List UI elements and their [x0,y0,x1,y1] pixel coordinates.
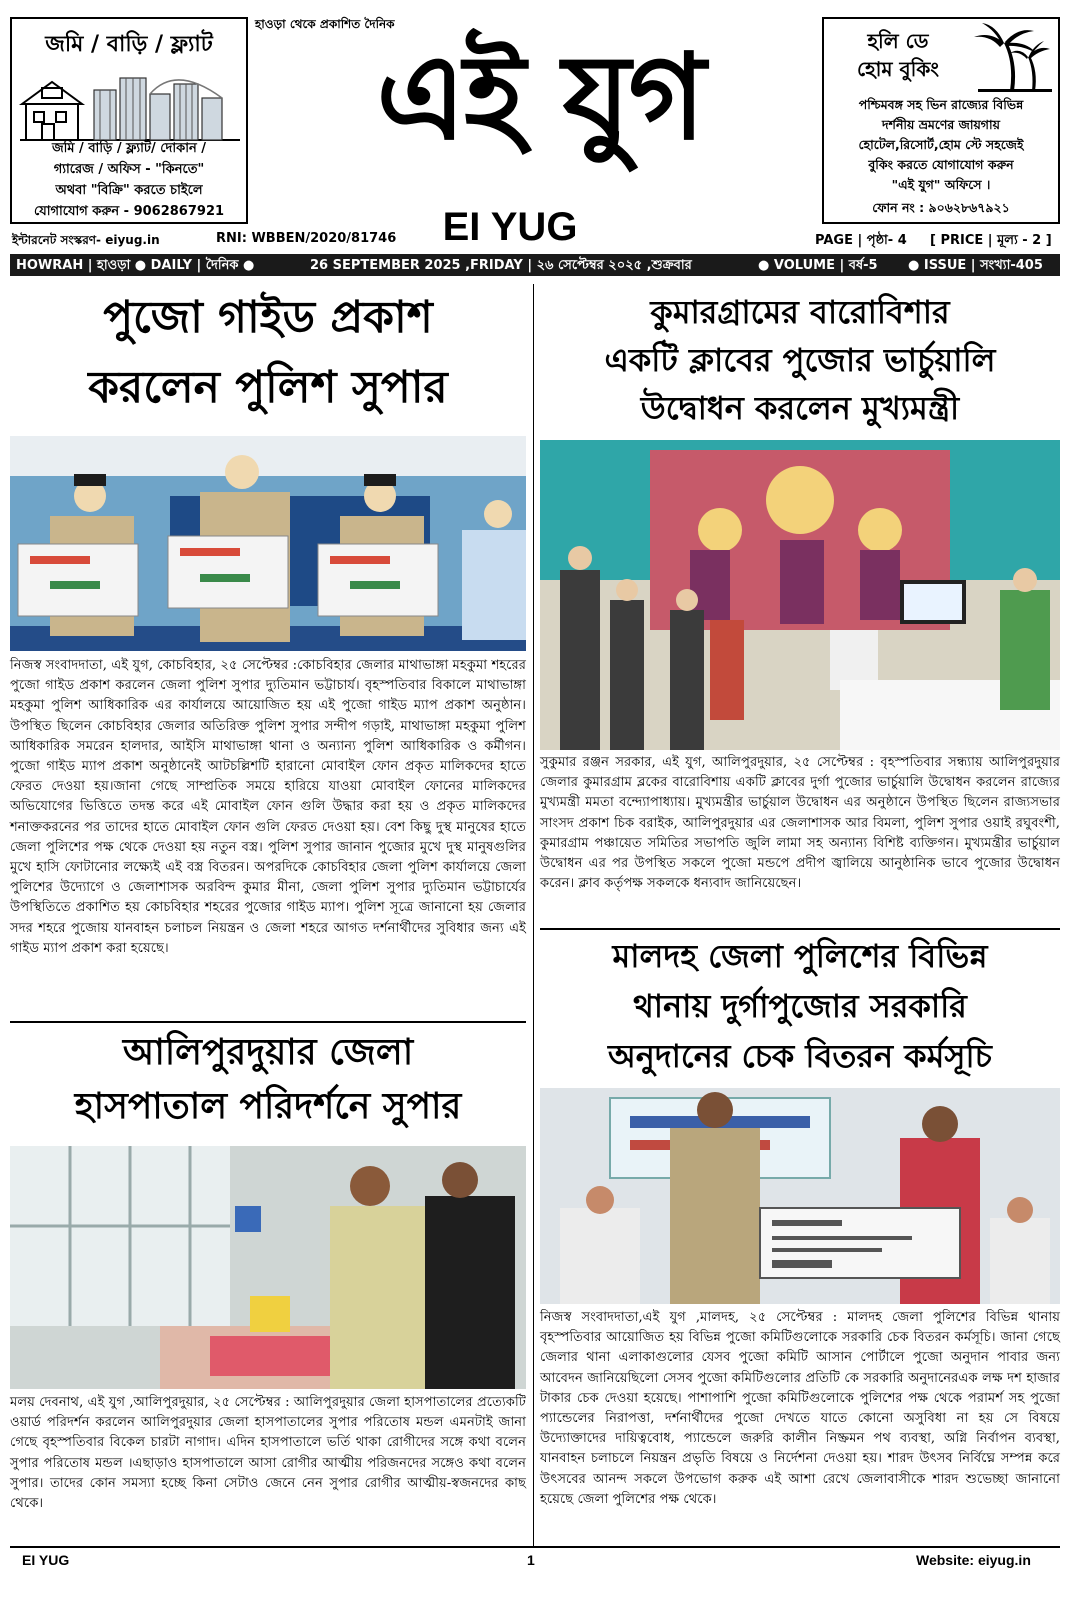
footer-brand: EI YUG [22,1552,70,1568]
story3-headline-line-1: আলিপুরদুয়ার জেলা [122,1032,414,1073]
ad-real-estate [10,17,248,224]
dateline-bar [10,254,1060,276]
ad-holiday-line-5: "এই যুগ" অফিসে । [891,177,991,192]
story2-headline-line-3: উদ্বোধন করলেন মুখ্যমন্ত্রী [640,389,960,427]
dateline-issue: ● ISSUE | সংখ্যা-405 [908,258,1043,273]
footer-page-number: 1 [527,1552,535,1568]
masthead-logo-latin: EI YUG [442,205,578,249]
story2-headline-line-2: একটি ক্লাবের পুজোর ভার্চুয়ালি [604,341,996,379]
price-label: [ PRICE | মূল্য - 2 ] [930,233,1052,248]
story1-body: নিজস্ব সংবাদদাতা, এই যুগ, কোচবিহার, ২৫ সেপ্টেম্বর :কোচবিহার জেলার মাথাভাঙ্গা মহকুমা শহরের পুজো গাইড প্রকাশ করলেন জেলা পুলিশ সুপার দ্যুতিমান ভট্টাচার্য। বৃহস্পতিবার বিকালে মাথাভাঙ্গা মহকুমা পুলিশ আধিকারিক এর কার্যালয়ে আয়োজিত হয় এই পুজো গাইড ম্যাপ প্রকাশ অনুষ্ঠান। উপস্থিত ছিলেন কোচবিহার জেলার অতিরিক্ত পুলিশ সুপার সন্দীপ গড়াই, মাথাভাঙ্গা মহকুমা পুলিশ আধিকারিক সমরেন হালদার, আইসি মাথাভাঙ্গা থানা ও অন্যান্য পুলিশ আধিকারিক ও কর্মীগন। পুজো গাইড ম্যাপ প্রকাশ অনুষ্ঠানেই আটচল্লিশটি হারানো মোবাইল ফোন প্রকৃত মালিকদের হাতে ফেরত দেওয়া হয়।জানা গেছে সাম্প্রতিক সময়ে হারিয়ে যাওয়া মোবাইল ফোনের মালিকদের অভিযোগের ভিত্তিতে তদন্ত করে এই মোবাইল ফোন গুলি উদ্ধার করা হয় ও প্রকৃত মালিকদের শনাক্তকরনের পর তাদের হাতে মোবাইল ফোন গুলি ফেরত দেওয়া হয়। বেশ কিছু দুস্থ মানুষের হাতে জেলা পুলিশের পক্ষ থেকে দেওয়া হয় নতুন বস্ত্র। পুলিশ সুপার জানান পুজোর মুখে দুস্থ মানুষগুলির মুখে হাসি ফোটানোর লক্ষ্যেই এই বস্ত্র বিতরন। অপরদিকে কোচবিহার জেলা পুলিশ কার্যালয়ে জেলা পুলিশের উদ্যোগে ও জেলাশাসক অরবিন্দ কুমার মীনা, জেলা পুলিশ সুপার দ্যুতিমান ভট্টাচার্যের উপস্থিতিতে প্রকাশিত হয় কোচবিহার শহরের পুজোর গাইড ম্যাপ। পুলিশ সূত্রে জানানো হয় জেলার সদর শহরে পুজোয় যানবাহন চলাচল নিয়ন্ত্রন ও জেলা শহরে আগত দর্শনার্থীদের সুবিধার জন্য এই গাইড ম্যাপ প্রকাশ করা হয়েছে। [10,658,526,956]
story4-headline-line-3: অনুদানের চেক বিতরন কর্মসূচি [608,1037,992,1075]
story4-body: নিজস্ব সংবাদদাতা,এই যুগ ,মালদহ, ২৫ সেপ্টেম্বর : মালদহ জেলা পুলিশের বিভিন্ন থানায় বৃহস্পতিবার আয়োজিত হয় বিভিন্ন পুজো কমিটিগুলোকে সরকারি চেক বিতরন কর্মসূচি। জানা গেছে জেলার থানা এলাকাগুলোর যেসব পুজো কমিটি আসান পোর্টালে পুজো অনুদান পাবার জন্য আবেদন জানিয়েছিলো সেসব পুজো কমিটিগুলোর প্রতিটি কে সরকারি অনুদানেরএক লক্ষ দশ হাজার টাকার চেক দেওয়া হয়েছে। পাশাপাশি পুজো কমিটিগুলোকে পুলিশের পক্ষ থেকে পরামর্শ সহ পুজো প্যান্ডেলের নিরাপত্তা, দর্শনার্থীদের পুজো দেখতে যাতে কোনো অসুবিধা না হয় সে বিষয়ে উদ্যোক্তাদের দায়িত্ববোধ, প্যান্ডেলে জরুরি কালীন নিষ্ক্রমন পথ ব্যবস্থা, অগ্নি নির্বাপন ব্যবস্থা, যানবাহন চলাচলে নিয়ন্ত্রন প্রভৃতি বিষয়ে ও নির্দেশনা দেওয়া হয়। শারদ উৎসব নির্বিঘ্নে সম্পন্ন করে উৎসবের আনন্দ সকলে উপভোগ করুক এই আশা রেখে জেলাবাসীকে শারদ শুভেচ্ছা জানানো হয়েছে জেলা পুলিশের পক্ষ থেকে। [540,1310,1060,1507]
story3-body: মলয় দেবনাথ, এই যুগ ,আলিপুরদুয়ার, ২৫ সেপ্টেম্বর : আলিপুরদুয়ার জেলা হাসপাতালের প্রত্যেকটি ওয়ার্ড পরিদর্শন করলেন আলিপুরদুয়ার জেলা হাসপাতালের সুপার পরিতোষ মন্ডল এমনটাই জানা গেছে বৃহস্পতিবার বিকেল চারটা নাগাদ। এদিন হাসপাতালে ভর্তি থাকা রোগীদের সঙ্গে কথা বলেন সুপার পরিতোষ মন্ডল ।এছাড়াও হাসপাতালে আসা রোগীর আত্মীয় পরিজনদের সঙ্গেও কথা বলেন সুপার। তাদের কোন সমস্যা হচ্ছে কিনা সেটাও জেনে নেন সুপার রোগীর আত্মীয়-স্বজনদের কাছ থেকে। [10,1395,526,1512]
ad-real-estate-line-4: যোগাযোগ করুন - 9062867921 [33,204,225,219]
ad-holiday-title-2: হোম বুকিং [857,57,939,81]
story3-headline-line-2: হাসপাতাল পরিদর্শনে সুপার [74,1086,462,1127]
ad-holiday-line-1: পশ্চিমবঙ্গ সহ ভিন রাজ্যের বিভিন্ন [858,97,1024,112]
ad-holiday-phone: ফোন নং : ৯০৬২৮৬৭৯২১ [872,200,1010,215]
masthead-logo: এই যুগ [376,28,704,166]
story4-headline-line-2: থানায় দুর্গাপুজোর সরকারি [633,987,967,1025]
ad-holiday-title-1: হলি ডে [867,29,929,53]
page-label: PAGE | পৃষ্ঠা- 4 [815,233,907,248]
ad-holiday-line-3: হোটেল,রিসোর্ট,হোম স্টে সহজেই [858,137,1024,152]
footer-website[interactable]: Website: eiyug.in [916,1552,1031,1568]
story1-bottom-rule [10,1021,526,1023]
dateline-left: HOWRAH | হাওড়া ● DAILY | দৈনিক ● [16,258,255,273]
story4-photo [540,1088,1060,1304]
story2-body: সুকুমার রঞ্জন সরকার, এই যুগ, আলিপুরদুয়ার, ২৫ সেপ্টেম্বর : বৃহস্পতিবার সন্ধ্যায় আলিপুরদুয়ার জেলার কুমারগ্রাম ব্লকের বারোবিশায় একটি ক্লাবের দুর্গা পুজোর ভার্চুয়ালি উদ্বোধন করলেন রাজ্যের মুখ্যমন্ত্রী মমতা বন্দ্যোপাধ্যায়। মুখ্যমন্ত্রীর ভার্চুয়াল উদ্বোধন এর অনুষ্ঠানে উপস্থিত ছিলেন রাজ্যসভার সাংসদ প্রকাশ চিক বরাইক, আলিপুরদুয়ার এর জেলাশাসক আর বিমলা, পুলিশ সুপার ওয়াই রঘুবংশী, কুমারগ্রাম পঞ্চায়েত সমিতির সভাপতি জুলি লামা সহ অন্যান্য বিশিষ্ট ব্যক্তিগন। মুখ্যমন্ত্রীর ভার্চুয়াল উদ্বোধন এর পর উপস্থিত সকলে পুজো মন্ডপে প্রদীপ জ্বালিয়ে আনুষ্ঠানিক ভাবে পুজোর উদ্বোধন করেন। ক্লাব কর্তৃপক্ষ সকলকে ধন্যবাদ জানিয়েছেন। [540,755,1060,892]
ad-real-estate-line-2: গ্যারেজ / অফিস - "কিনতে" [53,162,205,177]
ad-holiday-booking [822,17,1060,224]
story1-headline-line-1: পুজো গাইড প্রকাশ [103,292,433,343]
story4-headline-line-1: মালদহ জেলা পুলিশের বিভিন্ন [612,937,988,975]
ad-real-estate-line-1: জমি / বাড়ি / ফ্ল্যাট/ দোকান / [51,141,207,156]
story3-photo [10,1146,526,1389]
dateline-date: 26 SEPTEMBER 2025 ,FRIDAY | ২৬ সেপ্টেম্বর ২০২৫ ,শুক্রবার [310,258,692,273]
ad-holiday-line-2: দর্শনীয় ভ্রমণের জায়গায় [881,117,1000,132]
story1-headline-line-2: করলেন পুলিশ সুপার [88,362,448,413]
story2-headline-line-1: কুমারগ্রামের বারোবিশার [650,293,950,331]
web-edition: ইন্টারনেট সংস্করণ- eiyug.in [12,233,160,247]
ad-holiday-line-4: বুকিং করতে যোগাযোগ করুন [868,157,1014,172]
story1-photo [10,436,526,651]
rni-number: RNI: WBBEN/2020/81746 [216,231,397,246]
palm-tree-icon [970,23,1056,93]
story2-bottom-rule [540,928,1060,930]
buildings-illustration [16,64,244,144]
story2-photo [540,440,1060,750]
footer-rule [10,1546,1060,1548]
column-divider [533,284,534,1546]
masthead-tagline: হাওড়া থেকে প্রকাশিত দৈনিক [255,17,395,31]
dateline-volume: ● VOLUME | বর্ষ-5 [758,258,878,273]
ad-real-estate-title: জমি / বাড়ি / ফ্ল্যাট [45,32,213,57]
ad-real-estate-line-3: অথবা "বিক্রি" করতে চাইলে [55,183,203,198]
